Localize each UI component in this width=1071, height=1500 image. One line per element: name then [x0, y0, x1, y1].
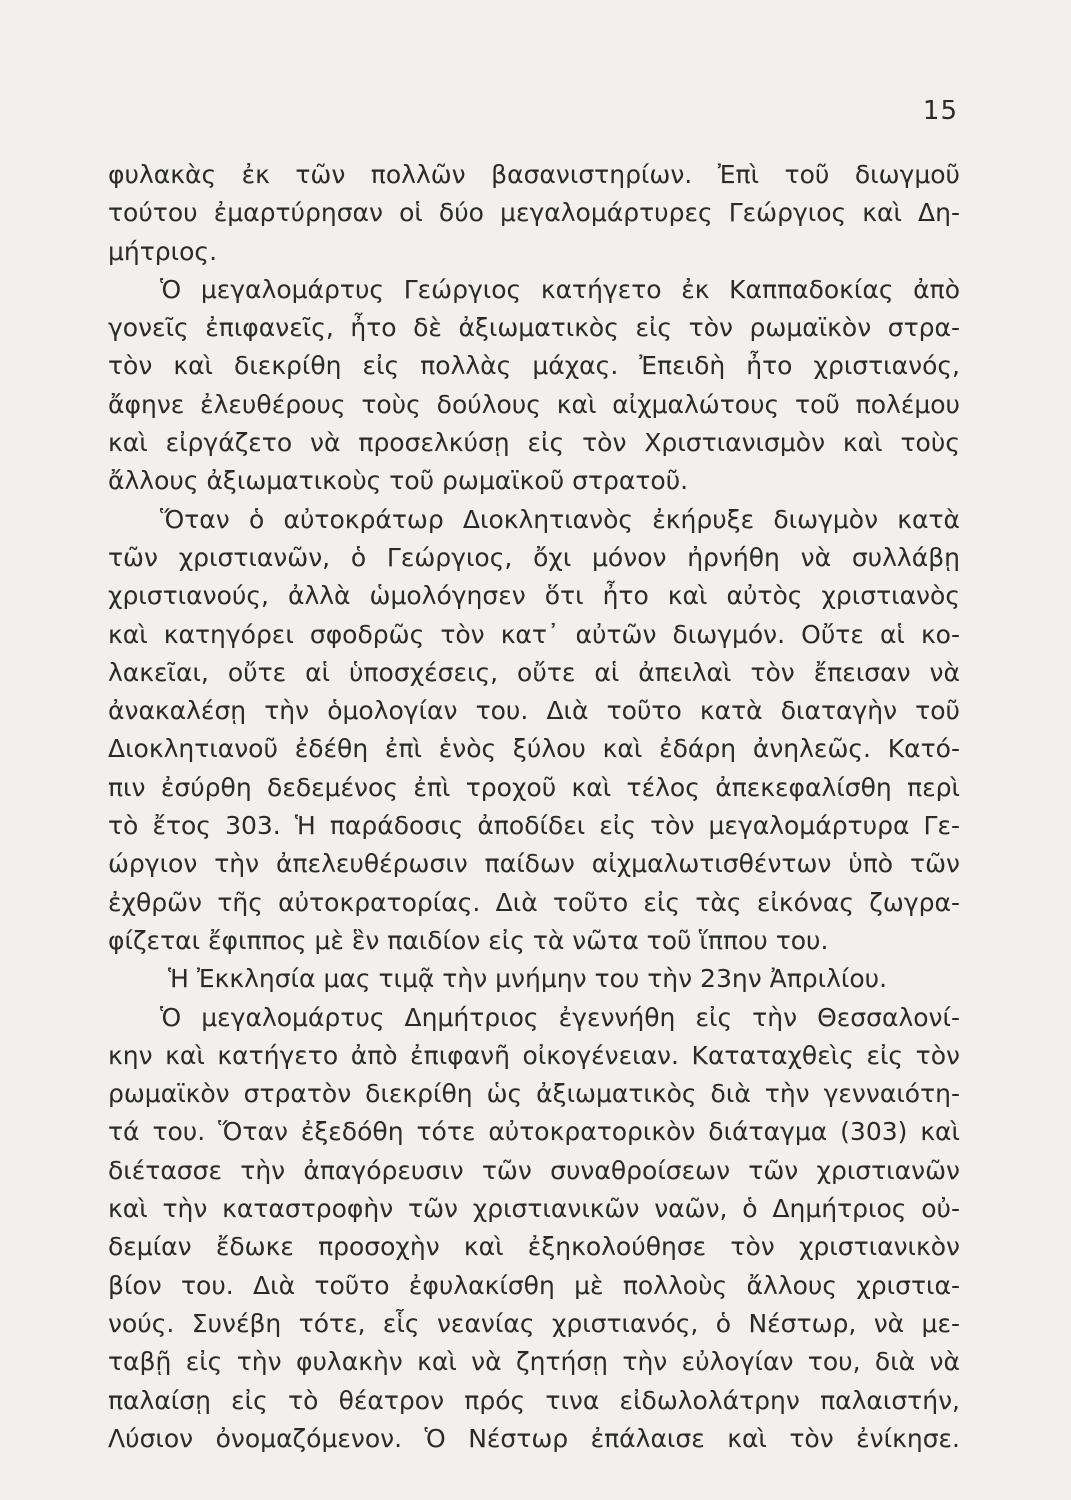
- text-line: Ἡ Ἐκκλησία μας τιμᾷ τὴν μνήμην του τὴν 23ην Ἀπριλίου.: [168, 964, 888, 994]
- text-line: διέτασσε τὴν ἀπαγόρευσιν τῶν συναθροίσεων τῶν χριστιανῶν: [108, 1155, 960, 1185]
- text-line: ἄλλους ἀξιωματικοὺς τοῦ ρωμαϊκοῦ στρατοῦ.: [108, 466, 689, 496]
- text-line: Ὅταν ὁ αὐτοκράτωρ Διοκλητιανὸς ἐκήρυξε διωγμὸν κατὰ: [160, 504, 960, 534]
- text-line: κην καὶ κατήγετο ἀπὸ ἐπιφανῆ οἰκογένειαν. Καταταχθεὶς εἰς τὸν: [108, 1040, 960, 1070]
- text-line: νούς. Συνέβη τότε, εἷς νεανίας χριστιανός, ὁ Νέστωρ, νὰ με-: [108, 1308, 960, 1338]
- text-line: παλαίσῃ εἰς τὸ θέατρον πρός τινα εἰδωλολάτρην παλαιστήν,: [108, 1385, 960, 1415]
- text-line: καὶ κατηγόρει σφοδρῶς τὸν κατ᾽ αὐτῶν διωγμόν. Οὔτε αἱ κο-: [108, 619, 960, 649]
- text-line: Ὁ μεγαλομάρτυς Δημήτριος ἐγεννήθη εἰς τὴν Θεσσαλονί-: [160, 1002, 960, 1032]
- text-line: ἄφηνε ἐλευθέρους τοὺς δούλους καὶ αἰχμαλώτους τοῦ πολέμου: [108, 389, 960, 419]
- text-line: Λύσιον ὀνομαζόμενον. Ὁ Νέστωρ ἐπάλαισε καὶ τὸν ἐνίκησε.: [108, 1423, 960, 1453]
- text-line: πιν ἐσύρθη δεδεμένος ἐπὶ τροχοῦ καὶ τέλος ἀπεκεφαλίσθη περὶ: [108, 772, 960, 802]
- text-line: ἐχθρῶν τῆς αὐτοκρατορίας. Διὰ τοῦτο εἰς τὰς εἰκόνας ζωγρα-: [108, 887, 960, 917]
- text-line: ἀνακαλέσῃ τὴν ὁμολογίαν του. Διὰ τοῦτο κατὰ διαταγὴν τοῦ: [108, 696, 960, 726]
- text-line: τά του. Ὅταν ἐξεδόθη τότε αὐτοκρατορικὸν διάταγμα (303) καὶ: [108, 1117, 960, 1147]
- text-line: ταβῇ εἰς τὴν φυλακὴν καὶ νὰ ζητήσῃ τὴν εὐλογίαν του, διὰ νὰ: [108, 1347, 960, 1377]
- text-line: καὶ τὴν καταστροφὴν τῶν χριστιανικῶν ναῶν, ὁ Δημήτριος οὐ-: [108, 1194, 960, 1224]
- text-line: λακεῖαι, οὔτε αἱ ὑποσχέσεις, οὔτε αἱ ἀπειλαὶ τὸν ἔπεισαν νὰ: [108, 657, 960, 687]
- text-line: Ὁ μεγαλομάρτυς Γεώργιος κατήγετο ἐκ Καππαδοκίας ἀπὸ: [160, 274, 960, 304]
- text-line: τὸν καὶ διεκρίθη εἰς πολλὰς μάχας. Ἐπειδὴ ἦτο χριστιανός,: [108, 351, 960, 381]
- text-line: φυλακὰς ἐκ τῶν πολλῶν βασανιστηρίων. Ἐπὶ τοῦ διωγμοῦ: [108, 160, 960, 189]
- text-line: δεμίαν ἔδωκε προσοχὴν καὶ ἐξηκολούθησε τὸν χριστιανικὸν: [108, 1232, 960, 1262]
- text-line: τῶν χριστιανῶν, ὁ Γεώργιος, ὄχι μόνον ἠρνήθη νὰ συλλάβῃ: [108, 542, 960, 572]
- text-line: γονεῖς ἐπιφανεῖς, ἦτο δὲ ἀξιωματικὸς εἰς τὸν ρωμαϊκὸν στρα-: [108, 313, 960, 343]
- text-line: καὶ εἰργάζετο νὰ προσελκύσῃ εἰς τὸν Χριστιανισμὸν καὶ τοὺς: [108, 428, 960, 458]
- text-line: τούτου ἐμαρτύρησαν οἱ δύο μεγαλομάρτυρες Γεώργιος καὶ Δη-: [108, 198, 960, 228]
- text-line: φίζεται ἔφιππος μὲ ἓν παιδίον εἰς τὰ νῶτα τοῦ ἵππου του.: [108, 925, 829, 955]
- text-line: βίον του. Διὰ τοῦτο ἐφυλακίσθη μὲ πολλοὺς ἄλλους χριστια-: [108, 1270, 960, 1300]
- text-line: ώργιον τὴν ἀπελευθέρωσιν παίδων αἰχμαλωτισθέντων ὑπὸ τῶν: [108, 849, 960, 879]
- text-line: χριστιανούς, ἀλλὰ ὡμολόγησεν ὅτι ἦτο καὶ αὐτὸς χριστιανὸς: [108, 581, 960, 611]
- text-line: τὸ ἔτος 303. Ἡ παράδοσις ἀποδίδει εἰς τὸν μεγαλομάρτυρα Γε-: [108, 811, 960, 841]
- body-text: [108, 156, 960, 1458]
- text-line: μήτριος.: [108, 236, 218, 266]
- text-line: Διοκλητιανοῦ ἐδέθη ἐπὶ ἑνὸς ξύλου καὶ ἐδάρη ἀνηλεῶς. Κατό-: [108, 734, 960, 764]
- text-line: ρωμαϊκὸν στρατὸν διεκρίθη ὡς ἀξιωματικὸς διὰ τὴν γενναιότη-: [108, 1079, 960, 1109]
- page-number: 15: [922, 96, 958, 126]
